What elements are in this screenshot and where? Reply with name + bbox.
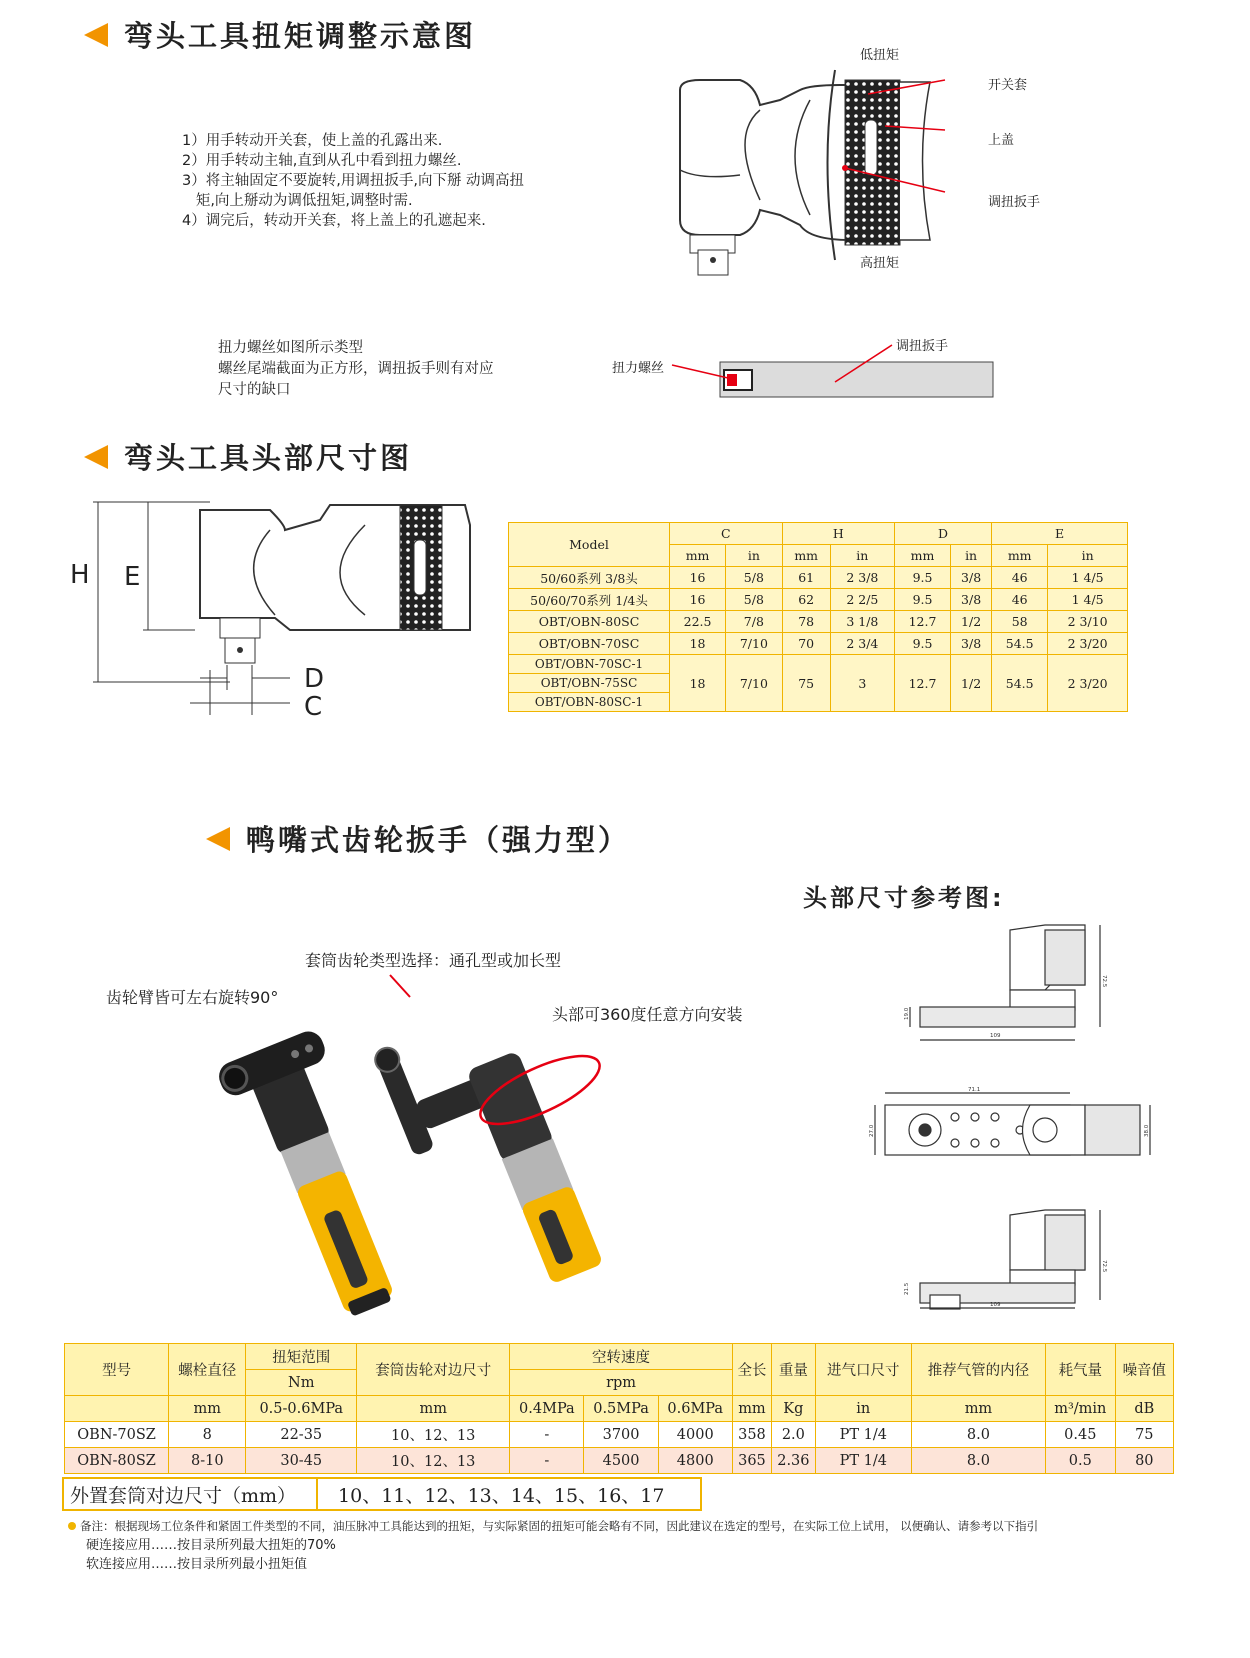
th-unit: Kg [772, 1396, 816, 1422]
cell: 365 [732, 1448, 771, 1474]
bullet-icon [68, 1522, 76, 1530]
torque-adjust-drawing [660, 40, 990, 275]
cell: 5/8 [726, 589, 783, 611]
th-hose: 推荐气管的内径 [911, 1344, 1045, 1396]
section1-title: 弯头工具扭矩调整示意图 [84, 14, 476, 55]
cell: 16 [670, 567, 726, 589]
section2-title: 弯头工具头部尺寸图 [84, 436, 412, 477]
dim-E: E [124, 562, 141, 592]
th-unit: mm [670, 545, 726, 567]
outer-socket-values: 10、11、12、13、14、15、16、17 [338, 1484, 665, 1507]
th-unit: mm [357, 1396, 510, 1422]
callout-arm: 齿轮臂皆可左右旋转90° [106, 988, 279, 1007]
th-weight: 重量 [772, 1344, 816, 1396]
cell: 7/10 [726, 655, 783, 712]
dim-D: D [304, 664, 325, 694]
screw-note-line-1: 扭力螺丝如图所示类型 [218, 340, 363, 356]
cell: 2.36 [772, 1448, 816, 1474]
cell: 50/60/70系列 1/4头 [509, 589, 670, 611]
step-3b: 矩,向上掰动为调低扭矩,调整时需. [182, 193, 413, 209]
th-noise: 噪音值 [1115, 1344, 1173, 1396]
th-unit: mm [732, 1396, 771, 1422]
gear-wrench-photo-2 [400, 975, 680, 1285]
outer-socket-sizes [62, 1477, 702, 1511]
th-unit: mm [169, 1396, 246, 1422]
cell: OBT/OBN-80SC-1 [509, 693, 670, 712]
cell: 2 3/8 [830, 567, 894, 589]
cell: 30-45 [246, 1448, 357, 1474]
screw-note [218, 338, 494, 401]
cell: 22.5 [670, 611, 726, 633]
th-speed: 空转速度 [510, 1344, 733, 1370]
drawing-dim: 27.0 [869, 1124, 875, 1137]
table-row [509, 633, 1128, 655]
ref-title: 头部尺寸参考图: [803, 884, 1005, 912]
label-high-torque: 高扭矩 [860, 256, 900, 271]
cell: 10、12、13 [357, 1422, 510, 1448]
step-2: 2）用手转动主轴,直到从孔中看到扭力螺丝. [182, 153, 462, 169]
table-row [65, 1422, 1174, 1448]
cell: 9.5 [894, 567, 950, 589]
cell: 54.5 [992, 633, 1048, 655]
cell: 4000 [658, 1422, 732, 1448]
cell: 9.5 [894, 589, 950, 611]
outer-socket-label: 外置套筒对边尺寸（mm） [64, 1479, 318, 1509]
cell: OBT/OBN-70SC [509, 633, 670, 655]
cell: 3/8 [951, 589, 992, 611]
th-length: 全长 [732, 1344, 771, 1396]
cell: OBN-70SZ [65, 1422, 169, 1448]
cell: 2 3/20 [1048, 655, 1128, 712]
cell: 7/10 [726, 633, 783, 655]
cell: 3 1/8 [830, 611, 894, 633]
cell: 58 [992, 611, 1048, 633]
cell: 358 [732, 1422, 771, 1448]
callout-head: 头部可360度任意方向安装 [552, 1005, 743, 1024]
th-group-H: H [782, 523, 894, 545]
cell: PT 1/4 [815, 1448, 911, 1474]
cell: 9.5 [894, 633, 950, 655]
cell: 18 [670, 633, 726, 655]
th-group-D: D [894, 523, 991, 545]
adjust-steps [182, 131, 524, 231]
label-adjust-wrench: 调扭扳手 [988, 195, 1041, 210]
th-unit: in [830, 545, 894, 567]
remark-3: 软连接应用……按目录所列最小扭矩值 [86, 1557, 308, 1572]
th-unit: in [815, 1396, 911, 1422]
remark-2: 硬连接应用……按目录所列最大扭矩的70% [86, 1538, 336, 1553]
cell: 10、12、13 [357, 1448, 510, 1474]
cell: 1 4/5 [1048, 567, 1128, 589]
cell: 46 [992, 567, 1048, 589]
dim-C: C [304, 692, 323, 722]
cell: 61 [782, 567, 830, 589]
th-socket: 套筒齿轮对边尺寸 [357, 1344, 510, 1396]
table-row [509, 567, 1128, 589]
table-row [509, 589, 1128, 611]
th-model-unit [65, 1396, 169, 1422]
head-dimension-table [508, 522, 1128, 712]
drawing-dim: 71.1 [968, 1087, 981, 1093]
head-reference-drawings [870, 915, 1160, 1310]
cell: 0.45 [1046, 1422, 1116, 1448]
table-row [509, 611, 1128, 633]
remarks [68, 1517, 1038, 1574]
th-group-C: C [670, 523, 783, 545]
cell: 62 [782, 589, 830, 611]
cell: 2 3/20 [1048, 633, 1128, 655]
table-row [509, 655, 1128, 674]
cell: 54.5 [992, 655, 1048, 712]
drawing-dim: 72.5 [1101, 1260, 1107, 1273]
cell: 8.0 [911, 1422, 1045, 1448]
cell: 46 [992, 589, 1048, 611]
th-unit: mm [992, 545, 1048, 567]
th-unit: in [951, 545, 992, 567]
th-group-E: E [992, 523, 1128, 545]
th-unit: 0.4MPa [510, 1396, 584, 1422]
th-unit: 0.5MPa [584, 1396, 658, 1422]
cell: 2 3/10 [1048, 611, 1128, 633]
cell: 1 4/5 [1048, 589, 1128, 611]
th-torque: 扭矩范围 [246, 1344, 357, 1370]
callout-socket: 套筒齿轮类型选择：通孔型或加长型 [305, 951, 562, 970]
cell: 8.0 [911, 1448, 1045, 1474]
cell: 22-35 [246, 1422, 357, 1448]
cell: 1/2 [951, 655, 992, 712]
screw-wrench-drawing [660, 340, 1000, 405]
screw-note-line-2: 螺丝尾端截面为正方形，调扭扳手则有对应 [218, 361, 494, 377]
cell: 75 [782, 655, 830, 712]
drawing-dim: 21.5 [904, 1282, 910, 1295]
drawing-dim: 38.0 [1144, 1124, 1150, 1137]
step-3: 3）将主轴固定不要旋转,用调扭扳手,向下掰 动调高扭 [182, 173, 525, 189]
drawing-dim: 109 [990, 1033, 1001, 1039]
cell: 2.0 [772, 1422, 816, 1448]
cell: 8-10 [169, 1448, 246, 1474]
cell: 80 [1115, 1448, 1173, 1474]
cell: 3700 [584, 1422, 658, 1448]
section-arrow-icon [206, 827, 230, 851]
cell: 1/2 [951, 611, 992, 633]
cell: 7/8 [726, 611, 783, 633]
step-4: 4）调完后，转动开关套，将上盖上的孔遮起来. [182, 213, 486, 229]
cell: - [510, 1422, 584, 1448]
th-unit: 0.5-0.6MPa [246, 1396, 357, 1422]
label-adjust-wrench-2: 调扭扳手 [896, 339, 949, 354]
cell: OBT/OBN-75SC [509, 674, 670, 693]
cell: 12.7 [894, 655, 950, 712]
th-bolt: 螺栓直径 [169, 1344, 246, 1396]
th-model: 型号 [65, 1344, 169, 1396]
cell: PT 1/4 [815, 1422, 911, 1448]
th-unit: mm [911, 1396, 1045, 1422]
cell: 3 [830, 655, 894, 712]
th-unit: in [726, 545, 783, 567]
cell: 2 2/5 [830, 589, 894, 611]
th-air: 耗气量 [1046, 1344, 1116, 1396]
dim-H: H [70, 560, 90, 590]
cell: 75 [1115, 1422, 1173, 1448]
th-inlet: 进气口尺寸 [815, 1344, 911, 1396]
cell: 70 [782, 633, 830, 655]
th-unit: in [1048, 545, 1128, 567]
cell: 5/8 [726, 567, 783, 589]
cell: 18 [670, 655, 726, 712]
section-arrow-icon [84, 23, 108, 47]
cell: OBT/OBN-70SC-1 [509, 655, 670, 674]
cell: - [510, 1448, 584, 1474]
section-arrow-icon [84, 445, 108, 469]
cell: 2 3/4 [830, 633, 894, 655]
cell: 78 [782, 611, 830, 633]
label-torque-screw: 扭力螺丝 [612, 361, 665, 376]
cell: 4800 [658, 1448, 732, 1474]
th-unit: 0.6MPa [658, 1396, 732, 1422]
th-torque-unit: Nm [246, 1370, 357, 1396]
cell: 3/8 [951, 567, 992, 589]
step-1: 1）用手转动开关套，使上盖的孔露出来. [182, 133, 443, 149]
drawing-dim: 19.0 [904, 1007, 910, 1020]
screw-note-line-3: 尺寸的缺口 [218, 382, 291, 398]
cell: OBN-80SZ [65, 1448, 169, 1474]
cell: 12.7 [894, 611, 950, 633]
spec-table [64, 1343, 1174, 1474]
th-speed-unit: rpm [510, 1370, 733, 1396]
cell: 8 [169, 1422, 246, 1448]
th-unit: m³/min [1046, 1396, 1116, 1422]
cell: 3/8 [951, 633, 992, 655]
th-unit: mm [782, 545, 830, 567]
cell: 0.5 [1046, 1448, 1116, 1474]
section3-title: 鸭嘴式齿轮扳手（强力型） [206, 818, 630, 859]
th-unit: dB [1115, 1396, 1173, 1422]
remark-1: 备注：根据现场工位条件和紧固工件类型的不同，油压脉冲工具能达到的扭矩，与实际紧固的扭矩可能会略有不同，因此建议在选定的型号，在实际工位上试用， 以便确认、请参考以下指引 [80, 1519, 1039, 1533]
label-switch-sleeve: 开关套 [988, 78, 1028, 93]
drawing-dim: 109 [990, 1302, 1001, 1308]
cell: 50/60系列 3/8头 [509, 567, 670, 589]
table-row [65, 1448, 1174, 1474]
cell: 16 [670, 589, 726, 611]
cell: OBT/OBN-80SC [509, 611, 670, 633]
head-dimension-drawing [60, 490, 500, 740]
label-top-cover: 上盖 [988, 133, 1015, 148]
th-model: Model [509, 523, 670, 567]
label-low-torque: 低扭矩 [860, 48, 900, 63]
drawing-dim: 72.5 [1101, 975, 1107, 988]
cell: 4500 [584, 1448, 658, 1474]
th-unit: mm [894, 545, 950, 567]
